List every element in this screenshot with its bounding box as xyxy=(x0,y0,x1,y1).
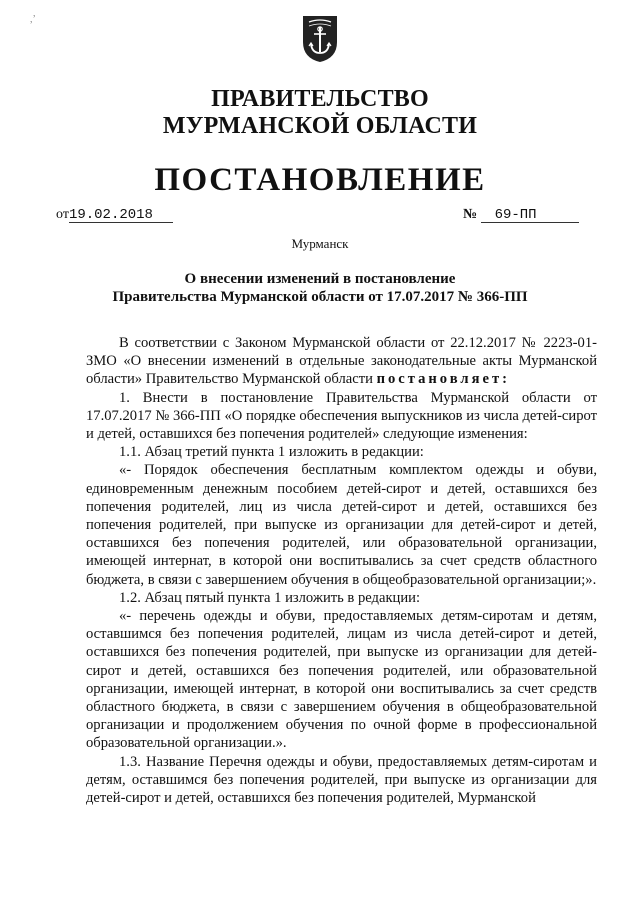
resolve-word: постановляет: xyxy=(376,371,511,388)
government-title xyxy=(0,86,640,140)
paragraph-1-3: 1.3. Название Перечня одежды и обуви, предоставляемых детям-сиротам и детям, оставшимся без попечения родителей, при выпуске из организации для детей-сирот и детей, оставшихся без попечения родителей, Мурманской xyxy=(86,753,597,807)
document-date xyxy=(56,207,173,223)
paragraph-1-1: 1.1. Абзац третий пункта 1 изложить в редакции: xyxy=(119,444,424,461)
paragraph-1-2-quote: «- перечень одежды и обуви, предоставляемых детям-сиротам и детям, оставшимся без попечения родителей, лицам из числа детей-сирот и детей, оставшихся без попечения родителей, при выпуске из организации для детей-сирот и детей, оставшихся без попечения родителей, или образовательной организации, имеющей интернат, в которой они воспитывались за счет средств областного бюджета, в связи с завершением обучения в общеобразовательной организации и продолжением обучения по очной форме в профессиональной образовательной организации.». xyxy=(86,608,597,752)
document-number xyxy=(463,207,579,223)
subject-line-2: Правительства Мурманской области от 17.07.2017 № 366-ПП xyxy=(112,289,528,305)
date-prefix: от xyxy=(56,207,69,222)
number-value: 69-ПП xyxy=(481,208,579,223)
document-body xyxy=(86,334,597,807)
number-prefix: № xyxy=(463,207,478,222)
subject-line-1: О внесении изменений в постановление xyxy=(184,271,456,287)
scan-mark: ,’ xyxy=(30,14,36,25)
document-type: ПОСТАНОВЛЕНИЕ xyxy=(154,162,486,198)
paragraph-1-2: 1.2. Абзац пятый пункта 1 изложить в редакции: xyxy=(119,589,421,606)
preamble xyxy=(86,334,597,389)
date-value: 19.02.2018 xyxy=(69,208,173,223)
government-line-1: ПРАВИТЕЛЬСТВО xyxy=(211,86,429,112)
paragraph-1-1-quote: «- Порядок обеспечения бесплатным комплектом одежды и обуви, единовременным денежным пособием детей-сирот и детей, оставшихся без попечения родителей, лиц из числа детей-сирот и детей, оставшихся без попечения родителей, при выпуске из организации для детей-сирот и детей, оставшихся без попечения родителей, или образовательной организации, имеющей интернат, в которой они воспитывались за счет средств областного бюджета, в связи с завершением обучения в общеобразовательной организации;». xyxy=(86,462,597,588)
preamble-text: В соответствии с Законом Мурманской области от 22.12.2017 № 2223-01-ЗМО «О внесении изменений в отдельные законодательные акты Мурманской области» Правительство Мурманской области xyxy=(86,335,597,388)
government-line-2: МУРМАНСКОЙ ОБЛАСТИ xyxy=(162,113,478,139)
document-subject xyxy=(0,270,640,306)
paragraph-1: 1. Внести в постановление Правительства Мурманской области от 17.07.2017 № 366-ПП «О порядке обеспечения выпускников из числа детей-сирот и детей, оставшихся без попечения родителей» следующие изменения: xyxy=(86,389,597,443)
city: Мурманск xyxy=(291,236,349,251)
coat-of-arms-icon xyxy=(301,12,339,64)
